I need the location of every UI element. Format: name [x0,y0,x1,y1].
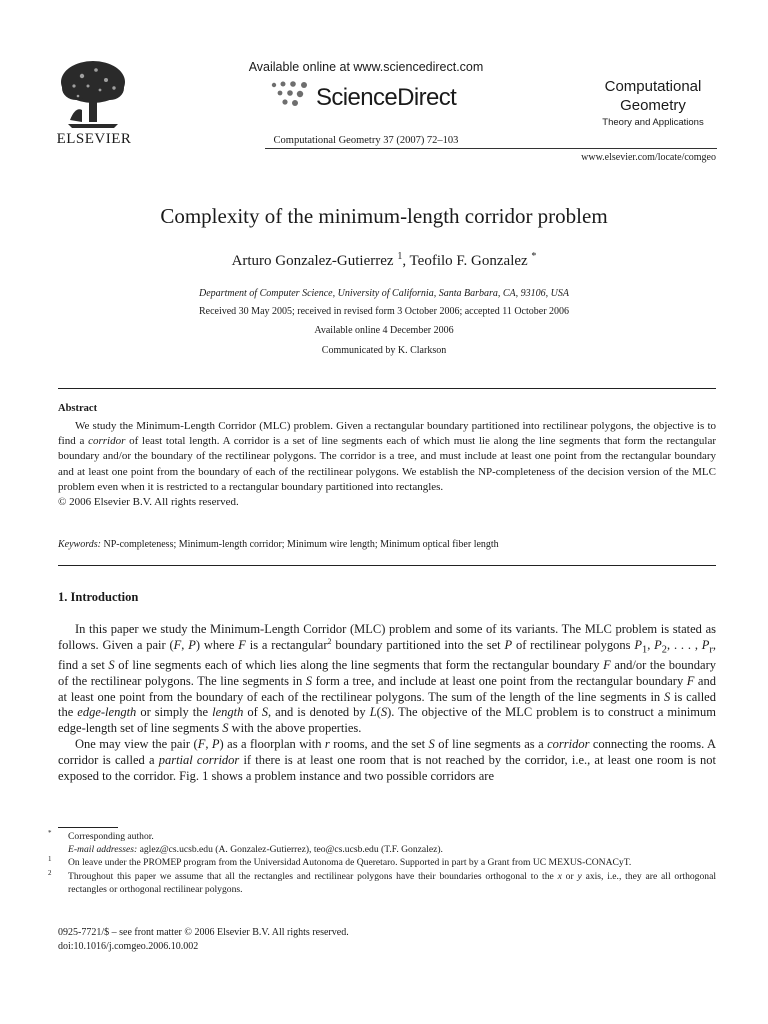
footnotes [48,829,716,896]
keywords-label: Keywords: [58,539,101,550]
abstract-heading: Abstract [58,403,98,414]
author-separator: , [402,253,410,269]
paragraph: In this paper we study the Minimum-Length Corridor (MLC) problem and some of its variants. The MLC problem is stated as follows. Given a pair (F, P) where F is a rectangular$^2$ boundary partitioned into the set P of rectilinear polygons $P_1$, $P_2$, . . . , $P_r$, find a set S of line segments each of which lies along the line segments that form the rectangular boundary F and/or the boundary of the rectilinear polygons. The line segments in S form a tree, and include at least one point from the rectangular boundary F and at least one point from the boundary of each of the rectilinear polygons. The sum of the length of the line segments in S is called the edge-length or simply the length of S, and is denoted by L(S). The objective of the MLC problem is to construct a minimum edge-length set of line segments S with the above properties. [58,622,717,736]
footnote-1: $^1$ On leave under the PROMEP program from the Universidad Autonoma de Queretaro. Supported in part by a Grant from UC MEXUS-CONACyT. [48,855,632,869]
footnote-ref-2[interactable]: 2 [327,636,332,646]
sciencedirect-wordmark: ScienceDirect [316,84,457,111]
journal-subtitle: Theory and Applications [602,117,704,128]
doi-link[interactable]: doi:10.1016/j.comgeo.2006.10.002 [58,940,199,952]
paragraph: One may view the pair (F, P) as a floorplan with r rooms, and the set S of line segments as a corridor connecting the rooms. A corridor is called a partial corridor if there is at least one room that is not reached by the corridor, i.e., at least one room is not exposed to the corridor. Fig. 1 shows a problem instance and two possible corridors are [58,737,717,783]
affiliation: Department of Computer Science, University of California, Santa Barbara, CA, 93106, USA [199,288,569,299]
author-name: Arturo Gonzalez-Gutierrez [231,253,394,269]
journal-reference: Computational Geometry 37 (2007) 72–103 [273,135,459,146]
journal-title-line1: Computational [604,78,702,95]
footnote-rule [58,827,118,828]
publisher-logo-text: ELSEVIER [56,131,132,147]
introduction-body [58,622,716,784]
journal-title [590,77,716,115]
elsevier-tree-logo [56,58,130,130]
abstract-text: We study the Minimum-Length Corridor (MLC) problem. Given a rectangular boundary partitioned into rectilinear polygons, the objective is to find a corridor of least total length. A corridor is a set of line segments each of which must lie along the line segments that form the rectangular boundary and/or the boundary of the rectilinear polygons. The corridor is a tree, and must include at least one point from the rectangular boundary and at least one point from the boundary of each of the rectilinear polygons. We establish the NP-completeness of the decision version of the MLC problem even when it is restricted to a rectangular boundary partitioned into rectangles. [58,420,716,493]
footnote-corresponding: * Corresponding author. [48,829,154,842]
author-list [40,251,728,270]
paper-title: Complexity of the minimum-length corridor problem [160,204,608,228]
footnote-2: $^2$ Throughout this paper we assume that all the rectangles and rectilinear polygons have their boundaries orthogonal to the x or y axis, i.e., they are all orthogonal rectangles or orthogonal rectilinear polygons. [48,868,716,895]
abstract-top-rule [58,388,716,389]
abstract-bottom-rule [58,565,716,566]
available-online-line[interactable]: Available online at www.sciencedirect.com [248,60,484,74]
received-dates: Received 30 May 2005; received in revised form 3 October 2006; accepted 11 October 2006 [198,306,570,317]
corresponding-author-mark[interactable]: * [531,251,537,262]
footnote-emails: E-mail addresses: aglez@cs.ucsb.edu (A. Gonzalez-Gutierrez), teo@cs.ucsb.edu (T.F. Gonzalez). [68,844,443,856]
keywords-list: NP-completeness; Minimum-length corridor; Minimum wire length; Minimum optical fiber length [100,539,499,550]
author-name: Teofilo F. Gonzalez [409,253,528,269]
abstract-body [58,419,716,510]
author-affiliation-mark[interactable]: 1 [397,251,403,262]
journal-url-link[interactable]: www.elsevier.com/locate/comgeo [581,152,716,163]
abstract-copyright: © 2006 Elsevier B.V. All rights reserved. [58,496,239,509]
issn-line: 0925-7721/$ – see front matter © 2006 Elsevier B.V. All rights reserved. [58,927,349,938]
communicated-by: Communicated by K. Clarkson [321,345,447,356]
sciencedirect-dots-logo [266,79,314,109]
header-rule [265,148,717,149]
available-online-date: Available online 4 December 2006 [314,325,454,336]
keywords [58,539,716,550]
section-heading: 1. Introduction [58,590,139,604]
bottom-metadata [58,926,349,953]
journal-title-line2: Geometry [620,97,686,114]
